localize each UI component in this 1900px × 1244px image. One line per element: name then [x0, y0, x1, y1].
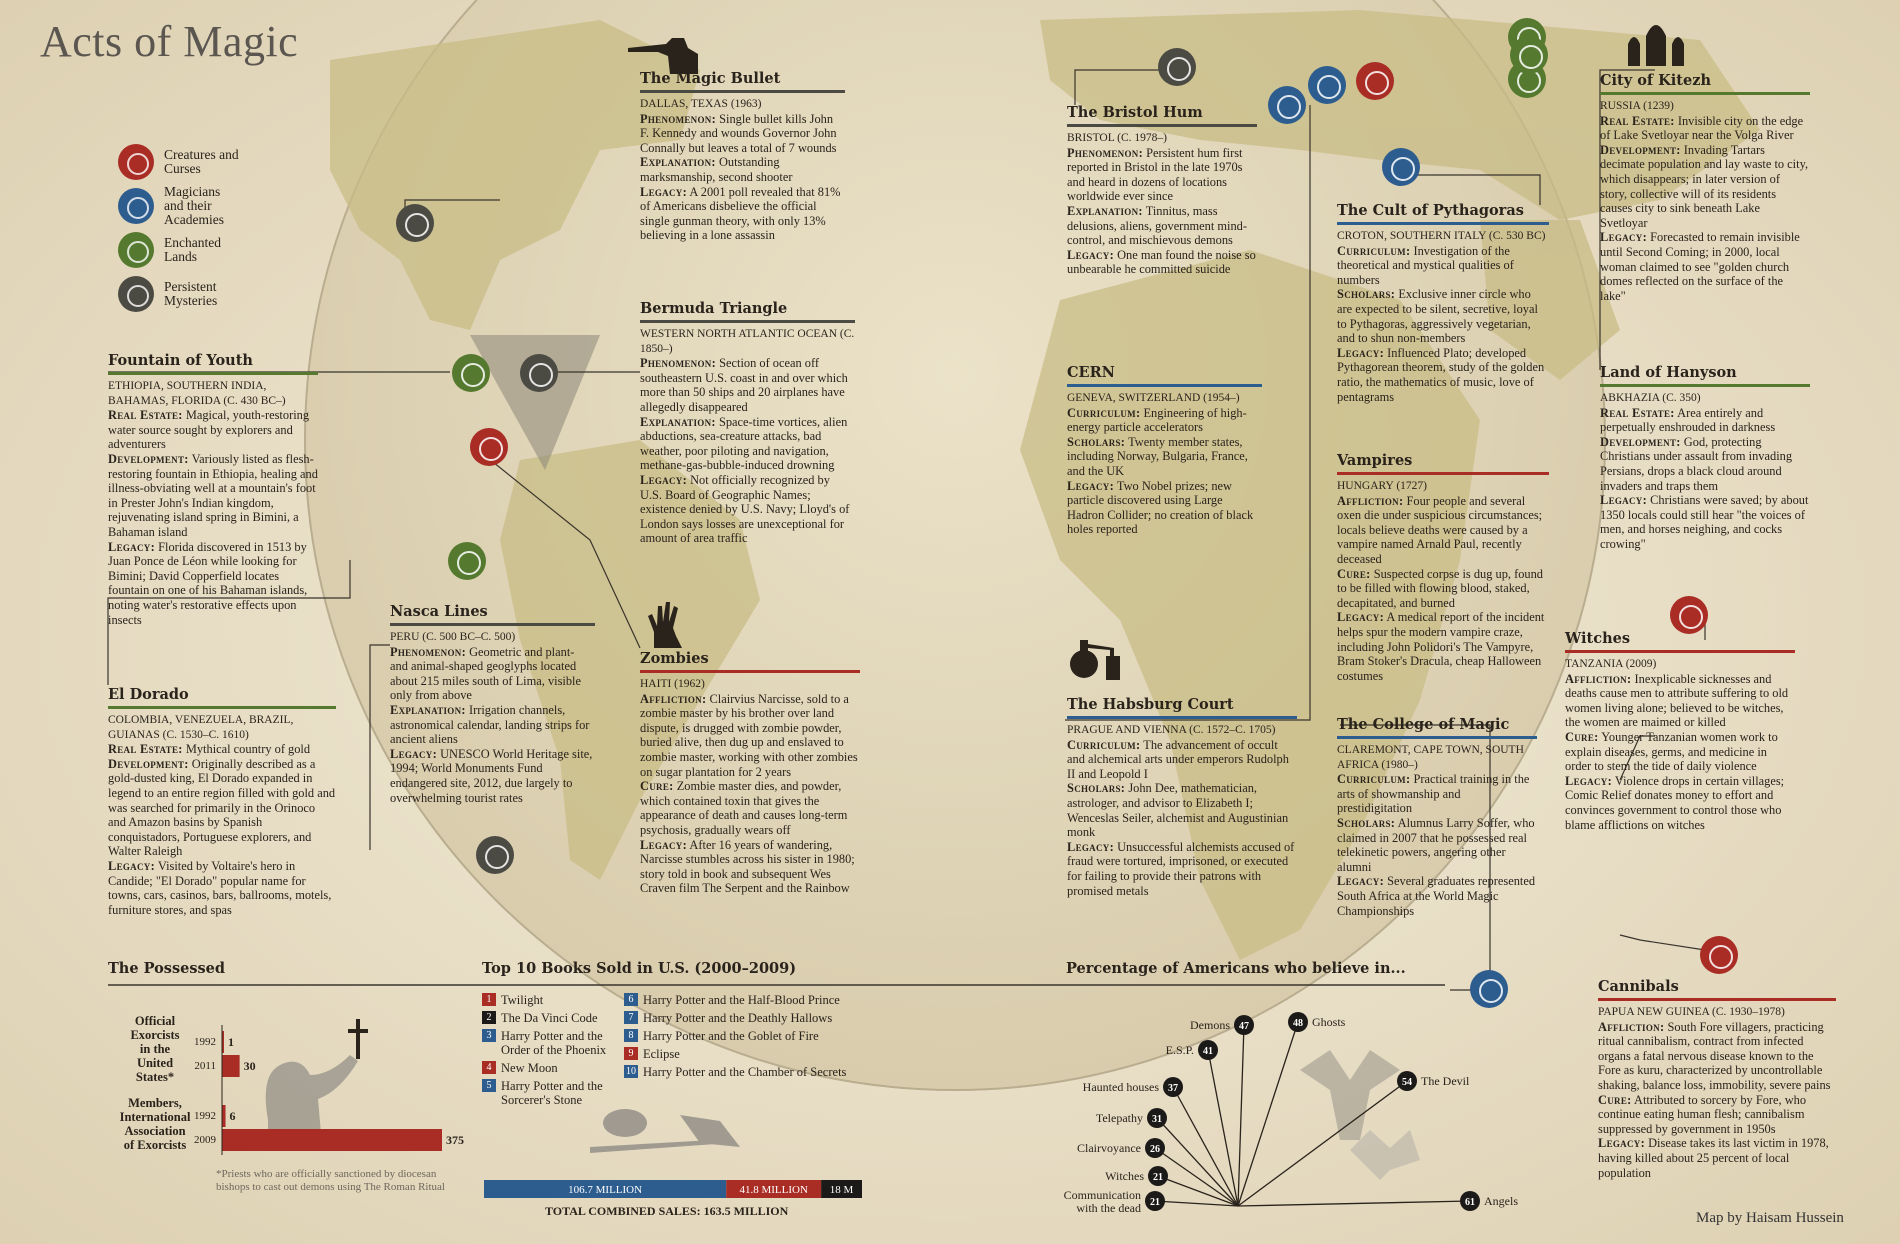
entry-vampires — [1337, 452, 1549, 683]
swirl-icon[interactable] — [476, 836, 514, 874]
domes-icon — [1622, 14, 1690, 66]
entry-line: Cure: Suspected corpse is dug up, found to be filled with flowing blood, staked, decapitated, and burned — [1337, 566, 1543, 610]
devil-face-icon[interactable] — [1700, 936, 1738, 974]
entry-location: PAPUA NEW GUINEA (C. 1930–1978) — [1598, 1006, 1785, 1018]
entry-location: PRAGUE AND VIENNA (C. 1572–C. 1705) — [1067, 724, 1276, 736]
entry-cult-of-pythagoras — [1337, 202, 1549, 404]
fan-line — [1238, 1022, 1298, 1206]
possessed-title: The Possessed — [108, 960, 226, 977]
total-sales: TOTAL COMBINED SALES: 163.5 MILLION — [545, 1204, 789, 1218]
bar — [222, 1055, 240, 1077]
crescent-star-icon[interactable] — [452, 354, 490, 392]
book-rank-badge: 6 — [624, 993, 638, 1006]
entry-line: Legacy: A medical report of the incident helps spur the modern vampire craze, including John Polidori's The Vampyre, Bram Stoker's Dracula, cheap Halloween costumes — [1337, 610, 1545, 683]
entry-title: Cannibals — [1598, 978, 1836, 1001]
legend-label: Enchanted Lands — [164, 235, 221, 264]
node-label: The Devil — [1421, 1074, 1470, 1088]
entry-location: DALLAS, TEXAS (1963) — [640, 98, 762, 110]
book-title: Harry Potter and the Half-Blood Prince — [643, 993, 840, 1007]
entry-line: Curriculum: Engineering of high-energy particle accelerators — [1067, 405, 1247, 435]
entry-line: Explanation: Outstanding marksmanship, second shooter — [640, 155, 793, 184]
entry-title: The Bristol Hum — [1067, 104, 1257, 127]
cross-icon — [348, 1019, 368, 1059]
entry-line: Cure: Zombie master dies, and powder, which contained toxin that gives the appearance of death and causes long-term psychosis, gradually wears off — [640, 779, 848, 837]
entry-location: CLAREMONT, CAPE TOWN, SOUTH AFRICA (1980–) — [1337, 744, 1524, 771]
devil-face-icon[interactable] — [1356, 62, 1394, 100]
book-rank-badge: 1 — [482, 993, 496, 1006]
group-label: Members, International Association of Exorcists — [119, 1096, 191, 1152]
book-title: Harry Potter and the Goblet of Fire — [643, 1029, 819, 1043]
credit: Map by Haisam Hussein — [1696, 1210, 1844, 1226]
node-label: Clairvoyance — [1077, 1141, 1141, 1155]
entry-title: CERN — [1067, 364, 1262, 387]
bar — [222, 1129, 442, 1151]
entry-el-dorado — [108, 686, 336, 917]
book-title: Harry Potter and the Chamber of Secrets — [643, 1065, 847, 1079]
entry-line: Affliction: Four people and several oxen die under suspicious circumstances; locals believe deaths were caused by a vampire named Arnald Paul, recently deceased — [1337, 493, 1543, 566]
entry-line: Legacy: Two Nobel prizes; new particle discovered using Large Hadron Collider; no creation of black holes reported — [1067, 478, 1254, 537]
node-label: Haunted houses — [1082, 1080, 1159, 1094]
devil-silhouette — [1300, 1050, 1400, 1140]
entry-title: Nasca Lines — [390, 603, 595, 626]
sniper-icon — [628, 34, 700, 74]
devil-face-icon[interactable] — [470, 428, 508, 466]
devil-face-icon[interactable] — [1670, 596, 1708, 634]
year-label: 1992 — [194, 1110, 216, 1122]
entry-title: Land of Hanyson — [1600, 364, 1810, 387]
book-item — [482, 1061, 622, 1075]
belief-title: Percentage of Americans who believe in... — [1066, 960, 1406, 977]
legend — [118, 140, 264, 316]
book-item — [482, 1011, 622, 1025]
swirl-icon[interactable] — [1158, 48, 1196, 86]
book-item — [624, 993, 859, 1007]
books-title: Top 10 Books Sold in U.S. (2000–2009) — [482, 960, 797, 977]
entry-line: Development: God, protecting Christians under assault from invading Persians, drops a black cloud around invaders and traps them — [1600, 434, 1793, 493]
entry-line: Development: Variously listed as flesh-restoring fountain in Ethiopia, healing and illness-obviating well at a mountain's foot in Prester John's Indian kingdom, rejuvenating island spring in Bimini, a Bahaman island — [108, 451, 318, 539]
entry-line: Real Estate: Invisible city on the edge of Lake Svetloyar near the Volga River — [1600, 113, 1804, 143]
book-item — [482, 1029, 622, 1057]
entry-line: Phenomenon: Section of ocean off southeastern U.S. coast in and over which more than 50 ships and 20 airplanes have allegedly disappeared — [640, 356, 848, 414]
book-title: Harry Potter and the Deathly Hallows — [643, 1011, 833, 1025]
entry-bristol-hum — [1067, 104, 1257, 277]
entry-title: The College of Magic — [1337, 716, 1537, 739]
book-title: Harry Potter and the Sorcerer's Stone — [501, 1079, 603, 1107]
node-value: 21 — [1150, 1197, 1160, 1208]
crescent-star-icon[interactable] — [448, 542, 486, 580]
entry-location: GENEVA, SWITZERLAND (1954–) — [1067, 392, 1240, 404]
entry-line: Development: Invading Tartars decimate population and lay waste to city, which disappears; in later version of story, collective will of its residents causes city to sink beneath Lake Svetloyar — [1600, 142, 1809, 230]
entry-location: RUSSIA (1239) — [1600, 100, 1674, 112]
entry-line: Cure: Younger Tanzanian women work to explain diseases, germs, and medicine in order to stem the tide of daily violence — [1565, 729, 1778, 774]
entry-line: Legacy: UNESCO World Heritage site, 1994; World Monuments Fund endangered site, 2012, due largely to overwhelming tourist rates — [390, 746, 593, 805]
bar-value: 375 — [446, 1133, 464, 1147]
node-label: Ghosts — [1312, 1015, 1346, 1029]
entry-bermuda-triangle — [640, 300, 855, 546]
swirl-icon[interactable] — [396, 204, 434, 242]
book-rank-badge: 9 — [624, 1047, 638, 1060]
sales-label: 106.7 MILLION — [568, 1184, 643, 1196]
entry-line: Scholars: John Dee, mathematician, astrologer, and advisor to Elizabeth I; Wenceslas Seiler, alchemist and Augustinian monk — [1067, 781, 1289, 840]
entry-line: Affliction: Inexplicable sicknesses and deaths cause men to attribute suffering to old women living alone; believed to be witches, the women are maimed or killed — [1565, 671, 1789, 730]
entry-line: Real Estate: Area entirely and perpetually enshrouded in darkness — [1600, 405, 1776, 435]
entry-line: Scholars: Twenty member states, including Norway, Bulgaria, France, and the UK — [1067, 434, 1248, 478]
entry-line: Legacy: Violence drops in certain villages; Comic Relief donates money to effort and convinces government to control those who blame afflictions on witches — [1565, 773, 1785, 832]
entry-line: Explanation: Tinnitus, mass delusions, aliens, government mind-control, and mischievous demons — [1067, 203, 1247, 248]
entry-line: Legacy: Christians were saved; by about 1350 locals could still hear "the voices of men, and horses neighing, and cocks crowing" — [1600, 493, 1809, 551]
year-label: 2011 — [194, 1060, 216, 1072]
atom-icon[interactable] — [1268, 86, 1306, 124]
book-item — [482, 993, 622, 1007]
atom-icon — [118, 188, 154, 224]
sales-bar — [484, 1180, 864, 1198]
alchemy-flask-icon — [1066, 636, 1136, 682]
entry-line: Phenomenon: Geometric and plant- and animal-shaped geoglyphs located about 215 miles south of Lima, visible only from above — [390, 644, 582, 703]
entry-title: Witches — [1565, 630, 1795, 653]
book-title: Eclipse — [643, 1047, 680, 1061]
node-label: Angels — [1484, 1194, 1518, 1208]
fan-line — [1238, 1025, 1244, 1206]
entry-line: Legacy: Influenced Plato; developed Pythagorean theorem, study of the golden ratio, the mathematics of music, love of pentagrams — [1337, 345, 1545, 404]
entry-fountain-of-youth — [108, 352, 318, 627]
book-rank-badge: 2 — [482, 1011, 496, 1024]
entry-zombies — [640, 650, 860, 896]
node-label: with the dead — [1076, 1201, 1141, 1215]
entry-line: Real Estate: Mythical country of gold — [108, 742, 311, 757]
entry-line: Real Estate: Magical, youth-restoring water source sought by explorers and adventurers — [108, 408, 310, 452]
entry-title: City of Kitezh — [1600, 72, 1810, 95]
entry-line: Scholars: Alumnus Larry Soffer, who claimed in 2007 that he possessed real telekinetic powers, angering other alumni — [1337, 815, 1535, 874]
book-rank-badge: 8 — [624, 1029, 638, 1042]
book-column — [624, 993, 859, 1083]
book-title: Twilight — [501, 993, 544, 1007]
book-item — [624, 1011, 859, 1025]
belief-chart — [1060, 990, 1570, 1220]
swirl-icon[interactable] — [520, 354, 558, 392]
entry-line: Legacy: Unsuccessful alchemists accused of fraud were tortured, imprisoned, or executed for failing to provide their patrons with promised metals — [1067, 839, 1295, 898]
node-label: Witches — [1105, 1169, 1144, 1183]
entry-line: Scholars: Exclusive inner circle who are expected to be silent, secretive, loyal to Pythagoras, aggressively vegetarian, and to shun non-members — [1337, 287, 1538, 346]
node-value: 26 — [1150, 1144, 1160, 1155]
entry-line: Legacy: Several graduates represented South Africa at the World Magic Championships — [1337, 874, 1536, 918]
bar — [222, 1105, 226, 1127]
entry-title: Zombies — [640, 650, 860, 673]
entry-location: COLOMBIA, VENEZUELA, BRAZIL, GUIANAS (C. 1530–C. 1610) — [108, 714, 294, 741]
entry-line: Legacy: After 16 years of wandering, Narcisse stumbles across his sister in 1980; story told in book and subsequent Wes Craven film The Serpent and the Rainbow — [640, 837, 855, 896]
entry-line: Phenomenon: Persistent hum first reported in Bristol in the late 1970s and heard in dozens of locations worldwide ever since — [1067, 145, 1243, 204]
entry-nasca-lines — [390, 603, 595, 805]
bar-value: 1 — [228, 1035, 234, 1049]
entry-line: Phenomenon: Single bullet kills John F. Kennedy and wounds Governor John Connally but leaves a total of 7 wounds — [640, 111, 837, 155]
entry-location: ABKHAZIA (C. 350) — [1600, 392, 1701, 404]
node-value: 61 — [1465, 1197, 1475, 1208]
bar-value: 30 — [243, 1059, 256, 1073]
entry-line: Explanation: Space-time vortices, alien abductions, sea-creature attacks, bad weather, poor piloting and navigation, methane-gas-bubble-induced drowning — [640, 414, 848, 473]
entry-location: TANZANIA (2009) — [1565, 658, 1657, 670]
book-rank-badge: 7 — [624, 1011, 638, 1024]
book-title: The Da Vinci Code — [501, 1011, 598, 1025]
entry-line: Explanation: Irrigation channels, astronomical calendar, landing strips for ancient aliens — [390, 702, 590, 747]
entry-location: ETHIOPIA, SOUTHERN INDIA, BAHAMAS, FLORIDA (C. 430 BC–) — [108, 380, 286, 407]
node-value: 37 — [1168, 1083, 1178, 1094]
book-rank-badge: 4 — [482, 1061, 496, 1074]
legend-item-lands — [118, 228, 264, 272]
node-label: Demons — [1190, 1018, 1230, 1032]
entry-line: Legacy: Disease takes its last victim in 1978, having killed about 25 percent of local population — [1598, 1136, 1829, 1180]
entry-line: Legacy: Forecasted to remain invisible until Second Coming; in 2000, local woman claimed to see "golden church domes reflected on the surface of the lake" — [1600, 230, 1800, 303]
entry-title: Fountain of Youth — [108, 352, 318, 375]
entry-cern — [1067, 364, 1262, 537]
entry-title: Vampires — [1337, 452, 1549, 475]
node-value: 31 — [1152, 1114, 1162, 1125]
atom-icon[interactable] — [1382, 148, 1420, 186]
page-title: Acts of Magic — [40, 17, 299, 66]
entry-title: The Habsburg Court — [1067, 696, 1297, 719]
year-label: 2009 — [194, 1134, 216, 1146]
legend-item-creatures — [118, 140, 264, 184]
entry-line: Affliction: South Fore villagers, practicing ritual cannibalism, contract from infected organs a fatal nervous disease known to the Fore as kuru, characterized by uncontrollable shaking, balance loss, immobility, severe pains — [1598, 1019, 1831, 1092]
fan-line — [1208, 1050, 1238, 1206]
legend-label: Creatures and Curses — [164, 147, 239, 176]
sales-label: 41.8 MILLION — [739, 1184, 808, 1196]
node-label: E.S.P. — [1165, 1043, 1194, 1057]
node-value: 54 — [1402, 1077, 1412, 1088]
entry-cannibals — [1598, 978, 1836, 1180]
zombie-hand-icon — [648, 602, 682, 648]
entry-line: Curriculum: Investigation of the theoretical and mystical qualities of numbers — [1337, 243, 1514, 287]
book-rank-badge: 3 — [482, 1029, 496, 1042]
entry-title: Bermuda Triangle — [640, 300, 855, 323]
legend-label: Persistent Mysteries — [164, 279, 218, 308]
entry-location: PERU (C. 500 BC–C. 500) — [390, 631, 516, 643]
book-rank-badge: 5 — [482, 1079, 496, 1092]
legend-item-mysteries — [118, 272, 264, 316]
entry-land-of-hanyson — [1600, 364, 1810, 552]
legend-item-magicians — [118, 184, 264, 228]
book-item — [624, 1065, 859, 1079]
entry-line: Cure: Attributed to sorcery by Fore, who continue eating human flesh; cannibalism suppressed by government in 1950s — [1598, 1092, 1807, 1136]
entry-line: Curriculum: Practical training in the arts of showmanship and prestidigitation — [1337, 772, 1530, 816]
entry-location: WESTERN NORTH ATLANTIC OCEAN (C. 1850–) — [640, 328, 855, 355]
year-label: 1992 — [194, 1036, 216, 1048]
entry-line: Legacy: Not officially recognized by U.S. Board of Geographic Names; existence denied by U.S. Navy; Lloyd's of London says losses are unexceptional for amount of area traffic — [640, 472, 850, 546]
book-title: Harry Potter and the Order of the Phoenix — [501, 1029, 607, 1057]
node-value: 21 — [1153, 1172, 1163, 1183]
entry-location: HAITI (1962) — [640, 678, 705, 690]
node-label: Communication — [1063, 1188, 1141, 1202]
legend-label: Magicians and their Academies — [164, 184, 224, 227]
book-item — [624, 1047, 859, 1061]
node-value: 41 — [1203, 1046, 1213, 1057]
entry-line: Legacy: One man found the noise so unbearable he committed suicide — [1067, 247, 1256, 277]
entry-line: Curriculum: The advancement of occult and alchemical arts under emperors Rudolph II and Leopold I — [1067, 737, 1289, 781]
node-value: 48 — [1293, 1018, 1303, 1029]
entry-title: The Cult of Pythagoras — [1337, 202, 1549, 225]
possessed-footnote: *Priests who are officially sanctioned by diocesan bishops to cast out demons using The Roman Ritual — [216, 1168, 445, 1193]
book-title: New Moon — [501, 1061, 558, 1075]
fan-line — [1238, 1201, 1470, 1206]
entry-city-of-kitezh — [1600, 72, 1810, 303]
entry-college-of-magic — [1337, 716, 1537, 918]
entry-line: Legacy: Florida discovered in 1513 by Juan Ponce de Léon while looking for Bimini; David Copperfield locates fountain on one of his Bahaman islands, noting water's restorative effects upon insects — [108, 539, 308, 627]
entry-witches — [1565, 630, 1795, 832]
group-label: Official Exorcists in the United States* — [130, 1014, 180, 1084]
entry-location: CROTON, SOUTHERN ITALY (C. 530 BC) — [1337, 230, 1546, 242]
entry-location: BRISTOL (C. 1978–) — [1067, 132, 1167, 144]
node-value: 47 — [1239, 1021, 1249, 1032]
entry-line: Affliction: Clairvius Narcisse, sold to a zombie master by his brother over land dispute, is drugged with zombie powder, buried alive, then dug up and enslaved to zombie master, working with other zombies on sugar plantation for 2 years — [640, 691, 858, 779]
entry-title: El Dorado — [108, 686, 336, 709]
swirl-icon — [118, 276, 154, 312]
entry-line: Legacy: A 2001 poll revealed that 81% of Americans disbelieve the official single gunman theory, with only 13% believing in a lone assassin — [640, 184, 841, 243]
entry-line: Development: Originally described as a gold-dusted king, El Dorado expanded in legend to an entire region filled with gold and was searched for primarily in the Orinoco and Amazon basins by Spanish conquistadors, Portuguese explorers, and Walter Raleigh — [108, 756, 336, 859]
book-rank-badge: 10 — [626, 1066, 636, 1077]
entry-title: The Magic Bullet — [640, 70, 845, 93]
crescent-star-icon[interactable] — [1510, 36, 1548, 74]
book-item — [624, 1029, 859, 1043]
entry-habsburg-court — [1067, 696, 1297, 898]
atom-icon[interactable] — [1308, 66, 1346, 104]
sales-label: 18 M — [829, 1184, 854, 1196]
entry-location: HUNGARY (1727) — [1337, 480, 1427, 492]
crescent-star-icon — [118, 232, 154, 268]
node-label: Telepathy — [1095, 1111, 1143, 1125]
bar-value: 6 — [229, 1109, 236, 1123]
harry-potter-broom-icon — [580, 1095, 750, 1175]
entry-magic-bullet — [640, 70, 845, 243]
book-column — [482, 993, 622, 1111]
entry-line: Legacy: Visited by Voltaire's hero in Candide; "El Dorado" popular name for towns, cars, casinos, bars, ballrooms, motels, furniture stores, and spas — [108, 858, 332, 917]
devil-face-icon — [118, 144, 154, 180]
